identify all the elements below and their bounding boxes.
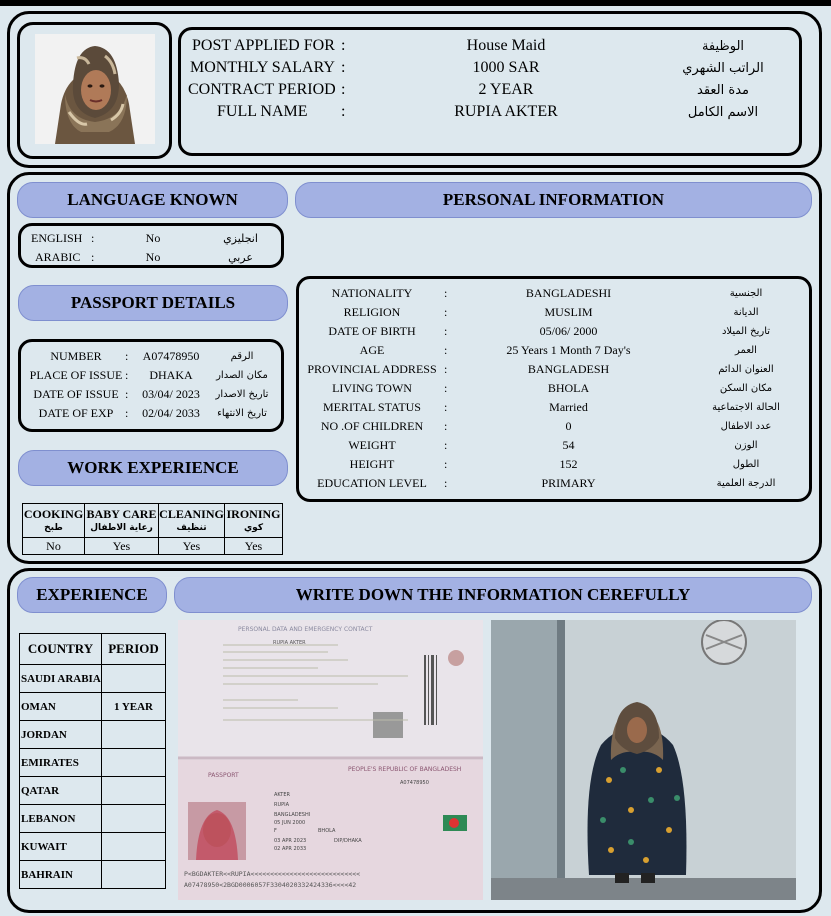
experience-period (102, 665, 166, 693)
personal-info-arabic: الحالة الاجتماعية (712, 401, 780, 413)
personal-info-value: MUSLIM (544, 304, 593, 319)
experience-period (102, 861, 166, 889)
experience-period (102, 749, 166, 777)
top-bar (0, 0, 831, 6)
personal-info-value: BANGLADESHI (525, 285, 612, 300)
personal-info-row: PROVINCIAL ADDRESS : BANGLADESH العنوان الدائم (296, 360, 812, 378)
experience-row (20, 693, 166, 721)
experience-table (19, 633, 166, 889)
post-label: POST APPLIED FOR (192, 37, 335, 54)
personal-info-row: RELIGION : MUSLIM الديانة (296, 303, 812, 321)
personal-info-label: WEIGHT (348, 437, 396, 452)
passport-details-heading: PASSPORT DETAILS (18, 285, 288, 321)
personal-info-arabic: الجنسية (729, 287, 763, 299)
fullname-value: RUPIA AKTER (454, 103, 558, 120)
work-value-baby-care: Yes (85, 538, 159, 555)
personal-info-row: NATIONALITY : BANGLADESHI الجنسية (296, 284, 812, 302)
contract-value: 2 YEAR (478, 81, 534, 98)
contract-arabic: مدة العقد (697, 82, 749, 98)
passport-rows (18, 339, 284, 432)
post-value: House Maid (466, 37, 546, 54)
personal-info-label: NATIONALITY (331, 285, 413, 300)
contract-row: CONTRACT PERIOD : 2 YEAR مدة العقد (178, 79, 802, 101)
scan-name-text: RUPIA AKTER (273, 640, 306, 646)
salary-arabic: الراتب الشهري (682, 60, 764, 76)
personal-rows (296, 276, 812, 502)
scan-passport-label: PASSPORT (208, 772, 239, 779)
experience-heading: EXPERIENCE (17, 577, 167, 613)
work-value-ironing: Yes (225, 538, 283, 555)
post-row: POST APPLIED FOR : House Maid الوظيفة (178, 35, 802, 57)
scan-mrz-line-1: P<BGDAKTER<<RUPIA<<<<<<<<<<<<<<<<<<<<<<<<<<<< (184, 870, 361, 878)
scan-nationality: BANGLADESHI (274, 812, 311, 818)
scan-given-name: RUPIA (274, 802, 290, 808)
post-arabic: الوظيفة (701, 38, 745, 54)
profile-photo (35, 34, 155, 144)
scan-issue-date: 03 APR 2023 (274, 838, 307, 844)
personal-info-value: 0 (565, 418, 572, 433)
scan-header-text: PERSONAL DATA AND EMERGENCY CONTACT (238, 626, 373, 633)
experience-country: SAUDI ARABIA (20, 665, 102, 693)
experience-period (102, 777, 166, 805)
passport-row: DATE OF ISSUE : 03/04/ 2023 تاريخ الاصدار (33, 386, 269, 401)
personal-info-arabic: الدرجة العلمية (716, 477, 776, 489)
scan-dob: 05 JUN 2000 (274, 820, 306, 826)
experience-country: JORDAN (20, 721, 102, 749)
country-header: COUNTRY (20, 634, 102, 665)
personal-info-arabic: العمر (735, 344, 757, 356)
experience-period (102, 833, 166, 861)
experience-row (20, 805, 166, 833)
scan-town: BHOLA (318, 828, 336, 834)
personal-info-label: AGE (359, 342, 385, 357)
passport-row: PLACE OF ISSUE : DHAKA مكان الصدار (29, 367, 268, 382)
experience-row (20, 777, 166, 805)
personal-information-heading: PERSONAL INFORMATION (295, 182, 812, 218)
personal-info-row: MERITAL STATUS : Married الحالة الاجتماعية (296, 398, 812, 416)
personal-info-arabic: مكان السكن (719, 382, 773, 394)
language-rows (18, 223, 284, 268)
full-length-photo (491, 620, 796, 900)
personal-info-row: HEIGHT : 152 الطول (296, 455, 812, 473)
personal-info-row: WEIGHT : 54 الوزن (296, 436, 812, 454)
work-col-cleaning: CLEANING تنظيف (159, 504, 225, 538)
personal-info-value: BHOLA (547, 380, 590, 395)
write-carefully-banner: WRITE DOWN THE INFORMATION CEREFULLY (174, 577, 812, 613)
work-col-cooking: COOKING طبخ (23, 504, 85, 538)
personal-info-value: Married (549, 399, 588, 414)
personal-info-label: RELIGION (343, 304, 401, 319)
work-value-cleaning: Yes (159, 538, 225, 555)
personal-info-row: DATE OF BIRTH : 05/06/ 2000 تاريخ الميلاد (296, 322, 812, 340)
passport-row: DATE OF EXP : 02/04/ 2033 تاريخ الانتهاء (38, 405, 267, 420)
scan-lower-title: PEOPLE'S REPUBLIC OF BANGLADESH (348, 766, 462, 773)
personal-info-value: BANGLADESH (527, 361, 610, 376)
personal-info-label: EDUCATION LEVEL (317, 475, 427, 490)
experience-period (102, 805, 166, 833)
period-header: PERIOD (102, 634, 166, 665)
personal-info-row: AGE : 25 Years 1 Month 7 Day's العمر (296, 341, 812, 359)
experience-country: BAHRAIN (20, 861, 102, 889)
personal-info-value: 54 (562, 437, 575, 452)
personal-info-arabic: تاريخ الميلاد (721, 325, 771, 337)
experience-country: EMIRATES (20, 749, 102, 777)
personal-info-arabic: الديانة (733, 306, 759, 318)
personal-info-label: HEIGHT (349, 456, 395, 471)
work-col-ironing: IRONING كوي (225, 504, 283, 538)
scan-expiry-date: 02 APR 2033 (274, 846, 307, 852)
personal-info-value: 152 (559, 456, 578, 471)
work-experience-heading: WORK EXPERIENCE (18, 450, 288, 486)
experience-row (20, 665, 166, 693)
fullname-arabic: الاسم الكامل (687, 104, 759, 120)
personal-info-value: 25 Years 1 Month 7 Day's (506, 342, 631, 357)
experience-country: LEBANON (20, 805, 102, 833)
experience-row (20, 721, 166, 749)
personal-info-arabic: عدد الاطفال (720, 420, 772, 432)
work-experience-table (22, 503, 283, 555)
experience-period: 1 YEAR (102, 693, 166, 721)
experience-row (20, 861, 166, 889)
work-col-baby-care: BABY CARE رعاية الاطفال (85, 504, 159, 538)
salary-label: MONTHLY SALARY (190, 59, 335, 76)
experience-period (102, 721, 166, 749)
salary-row: MONTHLY SALARY : 1000 SAR الراتب الشهري (178, 57, 802, 79)
personal-info-label: LIVING TOWN (332, 380, 412, 395)
language-row: ARABIC : No عربي (35, 249, 253, 264)
passport-row: NUMBER : A07478950 الرقم (50, 348, 254, 363)
experience-row (20, 749, 166, 777)
language-row: ENGLISH : No انجليزي (31, 230, 258, 245)
personal-info-row: NO .OF CHILDREN : 0 عدد الاطفال (296, 417, 812, 435)
salary-value: 1000 SAR (472, 59, 540, 76)
language-known-heading: LANGUAGE KNOWN (17, 182, 288, 218)
experience-row (20, 833, 166, 861)
experience-country: OMAN (20, 693, 102, 721)
personal-info-arabic: الطول (732, 458, 760, 470)
scan-passport-number: A07478950 (400, 780, 429, 786)
personal-info-row: EDUCATION LEVEL : PRIMARY الدرجة العلمية (296, 474, 812, 492)
post-info-rows (178, 27, 802, 156)
personal-info-value: PRIMARY (541, 475, 596, 490)
personal-info-value: 05/06/ 2000 (539, 323, 598, 338)
personal-info-label: DATE OF BIRTH (328, 323, 416, 338)
contract-label: CONTRACT PERIOD (188, 81, 336, 98)
scan-surname: AKTER (274, 792, 290, 798)
experience-country: QATAR (20, 777, 102, 805)
personal-info-label: PROVINCIAL ADDRESS (307, 361, 437, 376)
personal-info-label: MERITAL STATUS (323, 399, 421, 414)
scan-authority: DIP/DHAKA (334, 838, 362, 844)
passport-scan-image (178, 620, 483, 900)
personal-info-row: LIVING TOWN : BHOLA مكان السكن (296, 379, 812, 397)
fullname-label: FULL NAME (217, 103, 308, 120)
personal-info-arabic: الوزن (734, 439, 758, 451)
scan-sex: F (274, 828, 277, 834)
personal-info-label: NO .OF CHILDREN (320, 418, 424, 433)
work-value-cooking: No (23, 538, 85, 555)
experience-country: KUWAIT (20, 833, 102, 861)
personal-info-arabic: العنوان الدائم (718, 363, 774, 375)
fullname-row: FULL NAME : RUPIA AKTER الاسم الكامل (178, 101, 802, 123)
scan-mrz-line-2: A07478950<2BGD0006057F3304020332424336<<<<42 (184, 881, 357, 889)
